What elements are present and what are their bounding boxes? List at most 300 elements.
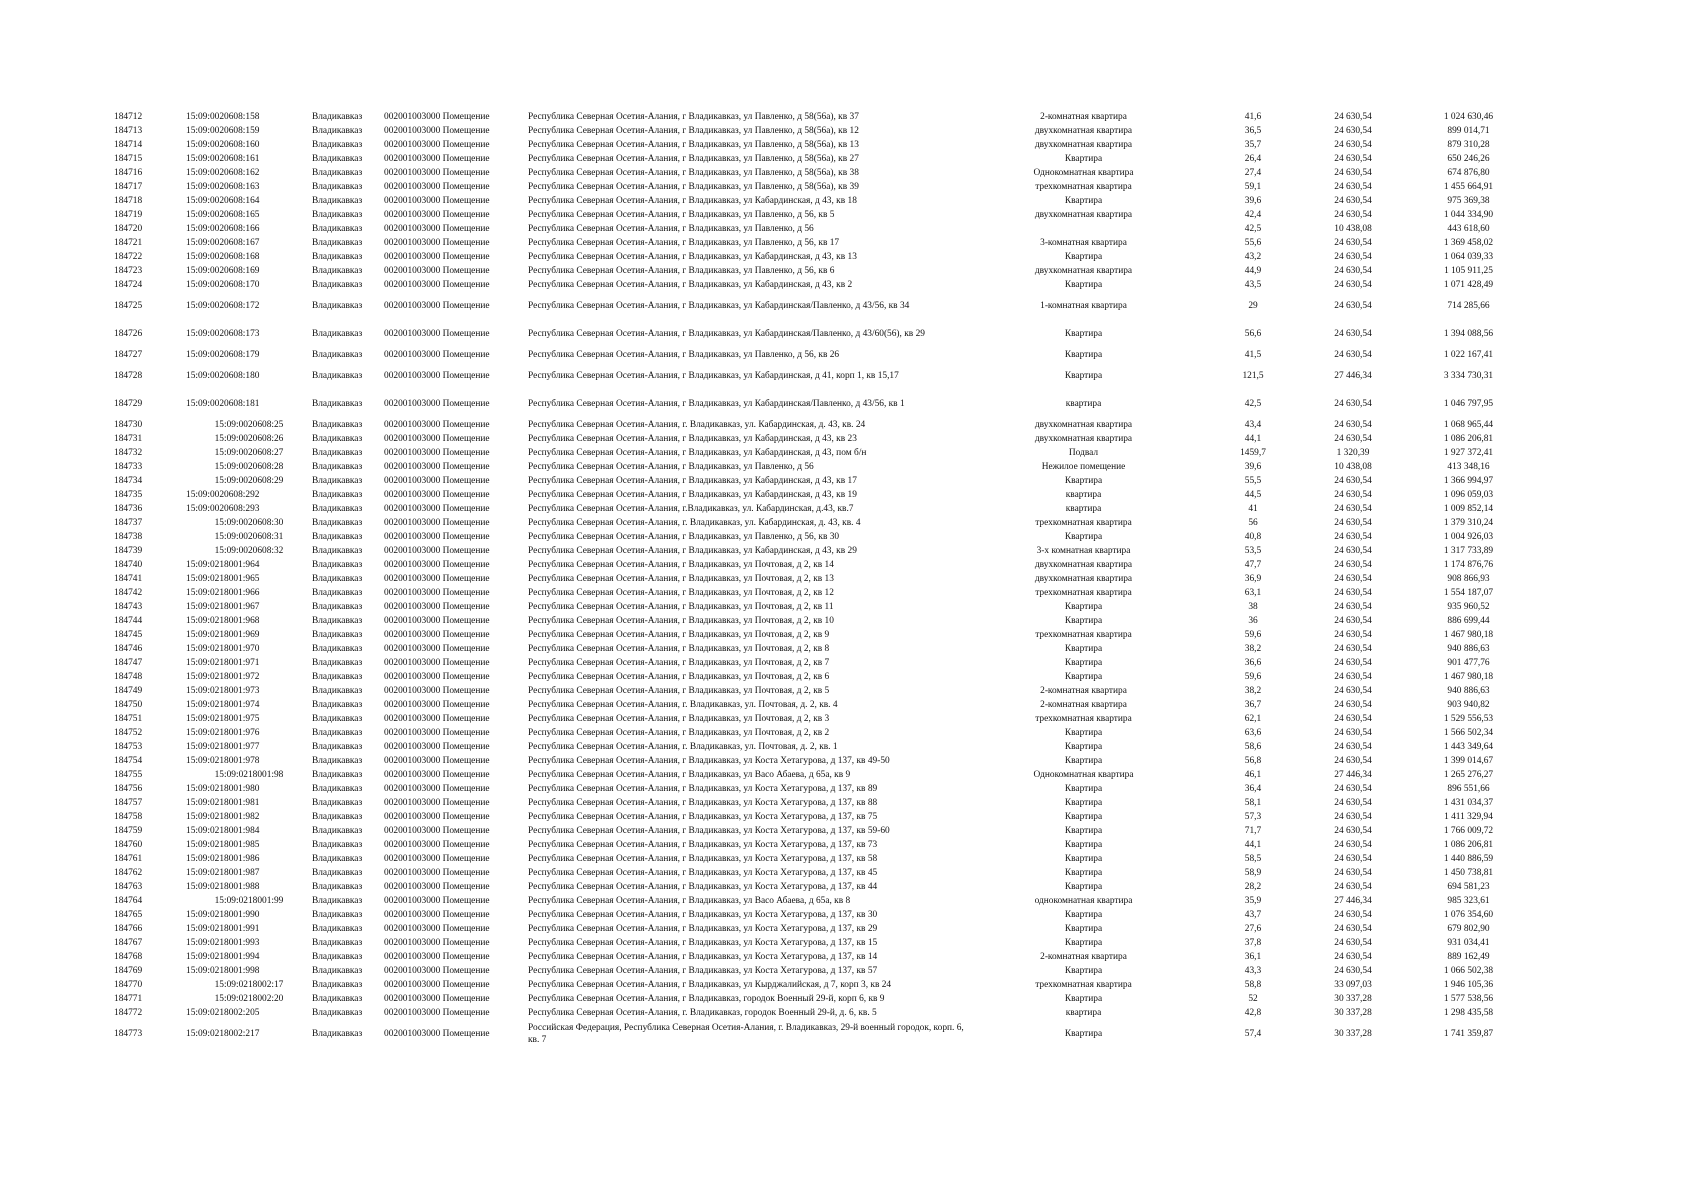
cell-city: Владикавказ — [312, 574, 363, 584]
cell-area: 39,6 — [1244, 462, 1262, 472]
cell-cadastral-number: 15:09:0020608:292 — [186, 490, 260, 500]
table-row — [114, 642, 1534, 656]
cell-cadastral-value: 940 886,63 — [1447, 686, 1490, 696]
cell-object-code: 002001003000 Помещение — [384, 532, 490, 542]
cell-cadastral-number: 15:09:0020608:29 — [214, 476, 284, 486]
cell-premises-type: Квартира — [1064, 672, 1103, 682]
cell-address: Республика Северная Осетия-Алания, г Владикавказ, ул Васо Абаева, д 65а, кв 8 — [528, 896, 851, 906]
table-row — [114, 614, 1534, 628]
cell-cadastral-value: 1 298 435,58 — [1443, 1008, 1494, 1018]
cell-city: Владикавказ — [312, 840, 363, 850]
cell-city: Владикавказ — [312, 896, 363, 906]
cell-object-code: 002001003000 Помещение — [384, 938, 490, 948]
cell-address: Республика Северная Осетия-Алания, г Владикавказ, ул Кабардинская, д 43, пом б/н — [528, 448, 867, 458]
cell-object-code: 002001003000 Помещение — [384, 728, 490, 738]
cell-row-id: 184733 — [114, 462, 143, 472]
cell-cadastral-value: 1 044 334,90 — [1443, 210, 1494, 220]
table-row — [114, 474, 1534, 488]
cell-cadastral-value: 940 886,63 — [1447, 644, 1490, 654]
table-row — [114, 516, 1534, 530]
cell-cadastral-value: 1 071 428,49 — [1443, 280, 1494, 290]
cell-address: Республика Северная Осетия-Алания, г Владикавказ, ул Павленко, д 56 — [528, 462, 814, 472]
cell-row-id: 184752 — [114, 728, 143, 738]
table-row — [114, 110, 1534, 124]
cell-area: 39,6 — [1244, 196, 1262, 206]
table-row — [114, 866, 1534, 880]
cell-area: 1459,7 — [1240, 448, 1266, 458]
cell-premises-type: Квартира — [1064, 280, 1103, 290]
cell-cadastral-number: 15:09:0218002:205 — [186, 1008, 260, 1018]
cell-city: Владикавказ — [312, 448, 363, 458]
table-row — [114, 768, 1534, 782]
cell-city: Владикавказ — [312, 518, 363, 528]
cell-row-id: 184765 — [114, 910, 143, 920]
cell-object-code: 002001003000 Помещение — [384, 910, 490, 920]
cell-city: Владикавказ — [312, 196, 363, 206]
cell-address: Республика Северная Осетия-Алания, г Владикавказ, ул Коста Хетагурова, д 137, кв 58 — [528, 854, 878, 864]
cell-city: Владикавказ — [312, 476, 363, 486]
cell-row-id: 184743 — [114, 602, 143, 612]
cell-premises-type: трехкомнатная квартира — [1035, 630, 1132, 640]
cell-object-code: 002001003000 Помещение — [384, 994, 490, 1004]
cell-city: Владикавказ — [312, 224, 363, 234]
cell-object-code: 002001003000 Помещение — [384, 686, 490, 696]
cell-unit-price: 24 630,54 — [1334, 756, 1372, 766]
cell-cadastral-number: 15:09:0218001:993 — [186, 938, 260, 948]
cell-row-id: 184750 — [114, 700, 143, 710]
cell-row-id: 184730 — [114, 420, 143, 430]
table-row — [114, 894, 1534, 908]
cell-object-code: 002001003000 Помещение — [384, 826, 490, 836]
cell-unit-price: 30 337,28 — [1334, 994, 1372, 1004]
cell-city: Владикавказ — [312, 434, 363, 444]
cell-city: Владикавказ — [312, 966, 363, 976]
cell-premises-type: Квартира — [1064, 371, 1103, 381]
cell-premises-type: двухкомнатная квартира — [1034, 266, 1133, 276]
cell-row-id: 184761 — [114, 854, 143, 864]
cell-cadastral-value: 1 064 039,33 — [1443, 252, 1494, 262]
cell-cadastral-value: 1 366 994,97 — [1443, 476, 1494, 486]
table-row — [114, 740, 1534, 754]
table-row — [114, 824, 1534, 838]
cell-unit-price: 24 630,54 — [1334, 882, 1372, 892]
cell-unit-price: 24 630,54 — [1334, 560, 1372, 570]
cell-unit-price: 24 630,54 — [1334, 329, 1372, 339]
cell-cadastral-value: 1 174 876,76 — [1443, 560, 1494, 570]
cell-city: Владикавказ — [312, 644, 363, 654]
cell-unit-price: 24 630,54 — [1334, 714, 1372, 724]
cell-object-code: 002001003000 Помещение — [384, 672, 490, 682]
cell-row-id: 184771 — [114, 994, 143, 1004]
cell-address: Республика Северная Осетия-Алания, г Владикавказ, ул Павленко, д 58(56а), кв 38 — [528, 168, 859, 178]
cell-object-code: 002001003000 Помещение — [384, 504, 490, 514]
cell-address: Республика Северная Осетия-Алания, г Владикавказ, ул Коста Хетагурова, д 137, кв 45 — [528, 868, 878, 878]
table-row — [114, 124, 1534, 138]
cell-premises-type: 1-комнатная квартира — [1040, 301, 1127, 311]
cell-row-id: 184712 — [114, 112, 143, 122]
cell-cadastral-number: 15:09:0020608:161 — [186, 154, 260, 164]
cell-premises-type: Нежилое помещение — [1041, 462, 1126, 472]
cell-unit-price: 24 630,54 — [1334, 210, 1372, 220]
cell-area: 36,5 — [1244, 126, 1262, 136]
cell-cadastral-value: 908 866,93 — [1447, 574, 1490, 584]
cell-cadastral-number: 15:09:0218001:982 — [186, 812, 260, 822]
cell-object-code: 002001003000 Помещение — [384, 448, 490, 458]
cell-row-id: 184746 — [114, 644, 143, 654]
cell-premises-type: двухкомнатная квартира — [1034, 434, 1133, 444]
cell-cadastral-value: 3 334 730,31 — [1443, 371, 1494, 381]
cell-city: Владикавказ — [312, 812, 363, 822]
table-row — [114, 922, 1534, 936]
cell-address: Республика Северная Осетия-Алания, г Владикавказ, ул Почтовая, д 2, кв 5 — [528, 686, 830, 696]
cell-city: Владикавказ — [312, 602, 363, 612]
cell-unit-price: 24 630,54 — [1334, 350, 1372, 360]
cell-row-id: 184723 — [114, 266, 143, 276]
cell-address: Республика Северная Осетия-Алания, г Владикавказ, ул Коста Хетагурова, д 137, кв 89 — [528, 784, 878, 794]
cell-row-id: 184718 — [114, 196, 143, 206]
table-row — [114, 684, 1534, 698]
cell-area: 46,1 — [1244, 770, 1262, 780]
cell-cadastral-number: 15:09:0020608:168 — [186, 252, 260, 262]
cell-unit-price: 24 630,54 — [1334, 868, 1372, 878]
cell-object-code: 002001003000 Помещение — [384, 714, 490, 724]
cell-cadastral-number: 15:09:0218001:99 — [214, 896, 284, 906]
cell-object-code: 002001003000 Помещение — [384, 476, 490, 486]
cell-address: Республика Северная Осетия-Алания, г Владикавказ, ул Павленко, д 56, кв 5 — [528, 210, 835, 220]
cell-address: Республика Северная Осетия-Алания, г Владикавказ, ул Кабардинская, д 43, кв 13 — [528, 252, 857, 262]
cell-object-code: 002001003000 Помещение — [384, 924, 490, 934]
cell-address: Республика Северная Осетия-Алания, г Владикавказ, ул Кабардинская, д 43, кв 29 — [528, 546, 857, 556]
cell-object-code: 002001003000 Помещение — [384, 371, 490, 381]
cell-row-id: 184713 — [114, 126, 143, 136]
cell-city: Владикавказ — [312, 938, 363, 948]
cell-unit-price: 24 630,54 — [1334, 168, 1372, 178]
cell-premises-type: 2-комнатная квартира — [1040, 112, 1127, 122]
cell-address: Республика Северная Осетия-Алания, г Владикавказ, ул Кабардинская/Павленко, д 43/60(56), кв 29 — [528, 329, 925, 339]
cell-object-code: 002001003000 Помещение — [384, 770, 490, 780]
cell-row-id: 184749 — [114, 686, 143, 696]
table-row — [114, 558, 1534, 572]
cell-unit-price: 24 630,54 — [1334, 140, 1372, 150]
cell-unit-price: 24 630,54 — [1334, 742, 1372, 752]
cell-address: Республика Северная Осетия-Алания, г Владикавказ, ул Почтовая, д 2, кв 12 — [528, 588, 834, 598]
cell-city: Владикавказ — [312, 784, 363, 794]
cell-unit-price: 24 630,54 — [1334, 616, 1372, 626]
cell-area: 41 — [1248, 504, 1258, 514]
cell-row-id: 184717 — [114, 182, 143, 192]
cell-unit-price: 24 630,54 — [1334, 924, 1372, 934]
table-row — [114, 838, 1534, 852]
cell-premises-type: Квартира — [1064, 252, 1103, 262]
cell-row-id: 184724 — [114, 280, 143, 290]
cell-city: Владикавказ — [312, 329, 363, 339]
cell-area: 36,1 — [1244, 952, 1262, 962]
cell-object-code: 002001003000 Помещение — [384, 518, 490, 528]
table-row — [114, 852, 1534, 866]
cell-unit-price: 24 630,54 — [1334, 196, 1372, 206]
cell-cadastral-number: 15:09:0020608:167 — [186, 238, 260, 248]
cell-cadastral-value: 1 529 556,53 — [1443, 714, 1494, 724]
cell-address: Республика Северная Осетия-Алания, г Владикавказ, ул Почтовая, д 2, кв 9 — [528, 630, 830, 640]
cell-cadastral-number: 15:09:0218001:98 — [214, 770, 284, 780]
cell-city: Владикавказ — [312, 588, 363, 598]
table-row — [114, 348, 1534, 362]
property-table-body — [114, 110, 1534, 1048]
cell-cadastral-value: 1 105 911,25 — [1444, 266, 1493, 276]
cell-address: Республика Северная Осетия-Алания, г. Владикавказ, ул. Почтовая, д. 2, кв. 1 — [528, 742, 838, 752]
cell-area: 59,6 — [1244, 672, 1262, 682]
cell-object-code: 002001003000 Помещение — [384, 952, 490, 962]
table-row — [114, 180, 1534, 194]
cell-address: Республика Северная Осетия-Алания, г. Владикавказ, ул. Кабардинская, д. 43, кв. 4 — [528, 518, 861, 528]
cell-city: Владикавказ — [312, 910, 363, 920]
cell-premises-type: Квартира — [1064, 602, 1103, 612]
cell-cadastral-value: 896 551,66 — [1447, 784, 1490, 794]
cell-cadastral-number: 15:09:0020608:164 — [186, 196, 260, 206]
cell-unit-price: 24 630,54 — [1334, 630, 1372, 640]
cell-city: Владикавказ — [312, 154, 363, 164]
cell-premises-type: трехкомнатная квартира — [1035, 714, 1132, 724]
table-row — [114, 880, 1534, 894]
table-row — [114, 1020, 1534, 1048]
cell-area: 42,8 — [1244, 1008, 1262, 1018]
cell-cadastral-number: 15:09:0218001:990 — [186, 910, 260, 920]
cell-address: Республика Северная Осетия-Алания, г Владикавказ, ул Коста Хетагурова, д 137, кв 59-60 — [528, 826, 890, 836]
table-row — [114, 264, 1534, 278]
cell-cadastral-number: 15:09:0218001:977 — [186, 742, 260, 752]
cell-object-code: 002001003000 Помещение — [384, 560, 490, 570]
cell-unit-price: 24 630,54 — [1334, 854, 1372, 864]
cell-premises-type: Квартира — [1064, 994, 1103, 1004]
cell-premises-type: двухкомнатная квартира — [1034, 140, 1133, 150]
cell-address: Республика Северная Осетия-Алания, г Владикавказ, ул Коста Хетагурова, д 137, кв 15 — [528, 938, 878, 948]
cell-object-code: 002001003000 Помещение — [384, 140, 490, 150]
cell-cadastral-number: 15:09:0218001:980 — [186, 784, 260, 794]
cell-area: 55,5 — [1244, 476, 1262, 486]
table-row — [114, 796, 1534, 810]
cell-object-code: 002001003000 Помещение — [384, 812, 490, 822]
cell-object-code: 002001003000 Помещение — [384, 882, 490, 892]
cell-row-id: 184716 — [114, 168, 143, 178]
cell-city: Владикавказ — [312, 210, 363, 220]
cell-city: Владикавказ — [312, 826, 363, 836]
cell-unit-price: 24 630,54 — [1334, 644, 1372, 654]
cell-cadastral-number: 15:09:0218001:975 — [186, 714, 260, 724]
cell-unit-price: 24 630,54 — [1334, 602, 1372, 612]
cell-row-id: 184768 — [114, 952, 143, 962]
cell-premises-type: 3-х комнатная квартира — [1036, 546, 1131, 556]
cell-row-id: 184726 — [114, 329, 143, 339]
cell-cadastral-value: 1 317 733,89 — [1443, 546, 1494, 556]
cell-row-id: 184738 — [114, 532, 143, 542]
cell-cadastral-value: 1 554 187,07 — [1443, 588, 1494, 598]
cell-address: Республика Северная Осетия-Алания, г Владикавказ, ул Коста Хетагурова, д 137, кв 44 — [528, 882, 878, 892]
document-page — [114, 110, 1534, 1048]
cell-row-id: 184714 — [114, 140, 143, 150]
cell-city: Владикавказ — [312, 252, 363, 262]
cell-address: Республика Северная Осетия-Алания, г Владикавказ, ул Павленко, д 56, кв 17 — [528, 238, 840, 248]
cell-city: Владикавказ — [312, 182, 363, 192]
cell-address: Республика Северная Осетия-Алания, г Владикавказ, ул Кабардинская, д 43, кв 2 — [528, 280, 853, 290]
cell-row-id: 184728 — [114, 371, 143, 381]
cell-object-code: 002001003000 Помещение — [384, 210, 490, 220]
cell-row-id: 184721 — [114, 238, 143, 248]
table-row — [114, 978, 1534, 992]
cell-unit-price: 27 446,34 — [1334, 371, 1372, 381]
cell-premises-type: квартира — [1065, 1008, 1102, 1018]
cell-area: 56 — [1248, 518, 1258, 528]
cell-row-id: 184755 — [114, 770, 143, 780]
cell-cadastral-value: 1 076 354,60 — [1443, 910, 1494, 920]
cell-premises-type: Квартира — [1064, 1029, 1103, 1039]
cell-cadastral-number: 15:09:0218002:217 — [186, 1029, 260, 1039]
table-row — [114, 488, 1534, 502]
cell-object-code: 002001003000 Помещение — [384, 462, 490, 472]
cell-cadastral-number: 15:09:0020608:166 — [186, 224, 260, 234]
cell-cadastral-number: 15:09:0020608:163 — [186, 182, 260, 192]
table-row — [114, 628, 1534, 642]
cell-city: Владикавказ — [312, 1008, 363, 1018]
table-row — [114, 656, 1534, 670]
cell-area: 28,2 — [1244, 882, 1262, 892]
cell-object-code: 002001003000 Помещение — [384, 1008, 490, 1018]
cell-premises-type: Квартира — [1064, 196, 1103, 206]
cell-cadastral-value: 1 566 502,34 — [1443, 728, 1494, 738]
cell-area: 43,4 — [1244, 420, 1262, 430]
cell-address: Республика Северная Осетия-Алания, г Владикавказ, ул Коста Хетагурова, д 137, кв 30 — [528, 910, 878, 920]
cell-row-id: 184731 — [114, 434, 143, 444]
cell-object-code: 002001003000 Помещение — [384, 266, 490, 276]
cell-row-id: 184737 — [114, 518, 143, 528]
cell-object-code: 002001003000 Помещение — [384, 630, 490, 640]
cell-premises-type: трехкомнатная квартира — [1035, 588, 1132, 598]
cell-unit-price: 24 630,54 — [1334, 112, 1372, 122]
cell-address: Республика Северная Осетия-Алания, г. Владикавказ, городок Военный 29-й, д. 6, кв. 5 — [528, 1008, 877, 1018]
cell-cadastral-number: 15:09:0218001:972 — [186, 672, 260, 682]
cell-cadastral-number: 15:09:0020608:159 — [186, 126, 260, 136]
cell-row-id: 184757 — [114, 798, 143, 808]
table-row — [114, 278, 1534, 292]
cell-cadastral-number: 15:09:0218002:20 — [214, 994, 284, 1004]
cell-cadastral-value: 1 399 014,67 — [1443, 756, 1494, 766]
cell-unit-price: 27 446,34 — [1334, 896, 1372, 906]
cell-address: Республика Северная Осетия-Алания, г Владикавказ, ул Павленко, д 58(56а), кв 39 — [528, 182, 859, 192]
table-row — [114, 992, 1534, 1006]
cell-area: 44,5 — [1244, 490, 1262, 500]
cell-object-code: 002001003000 Помещение — [384, 154, 490, 164]
cell-object-code: 002001003000 Помещение — [384, 840, 490, 850]
cell-cadastral-value: 935 960,52 — [1447, 602, 1490, 612]
cell-city: Владикавказ — [312, 798, 363, 808]
cell-area: 37,8 — [1244, 938, 1262, 948]
cell-address: Республика Северная Осетия-Алания, г Владикавказ, ул Почтовая, д 2, кв 6 — [528, 672, 830, 682]
cell-cadastral-number: 15:09:0218001:964 — [186, 560, 260, 570]
cell-premises-type: Квартира — [1064, 616, 1103, 626]
cell-unit-price: 24 630,54 — [1334, 672, 1372, 682]
cell-unit-price: 24 630,54 — [1334, 266, 1372, 276]
cell-cadastral-number: 15:09:0020608:25 — [214, 420, 284, 430]
cell-city: Владикавказ — [312, 301, 363, 311]
cell-cadastral-number: 15:09:0020608:293 — [186, 504, 260, 514]
cell-cadastral-value: 1 009 852,14 — [1443, 504, 1494, 514]
cell-object-code: 002001003000 Помещение — [384, 350, 490, 360]
cell-area: 29 — [1248, 301, 1258, 311]
cell-object-code: 002001003000 Помещение — [384, 980, 490, 990]
cell-city: Владикавказ — [312, 168, 363, 178]
cell-cadastral-number: 15:09:0020608:179 — [186, 350, 260, 360]
cell-city: Владикавказ — [312, 980, 363, 990]
cell-unit-price: 24 630,54 — [1334, 798, 1372, 808]
cell-area: 41,6 — [1244, 112, 1262, 122]
cell-address: Республика Северная Осетия-Алания, г.Владикавказ, ул. Кабардинская, д.43, кв.7 — [528, 504, 854, 514]
cell-address: Республика Северная Осетия-Алания, г Владикавказ, городок Военный 29-й, корп 6, кв 9 — [528, 994, 885, 1004]
cell-premises-type: трехкомнатная квартира — [1035, 980, 1132, 990]
cell-cadastral-number: 15:09:0020608:26 — [214, 434, 284, 444]
cell-cadastral-value: 1 394 088,56 — [1443, 329, 1494, 339]
cell-row-id: 184753 — [114, 742, 143, 752]
cell-unit-price: 24 630,54 — [1334, 490, 1372, 500]
cell-area: 43,7 — [1244, 910, 1262, 920]
cell-object-code: 002001003000 Помещение — [384, 854, 490, 864]
cell-city: Владикавказ — [312, 756, 363, 766]
cell-premises-type: двухкомнатная квартира — [1034, 126, 1133, 136]
cell-premises-type: двухкомнатная квартира — [1034, 210, 1133, 220]
cell-cadastral-number: 15:09:0218001:974 — [186, 700, 260, 710]
cell-area: 41,5 — [1244, 350, 1262, 360]
cell-cadastral-number: 15:09:0020608:180 — [186, 371, 260, 381]
table-row — [114, 418, 1534, 432]
cell-area: 36 — [1248, 616, 1258, 626]
cell-row-id: 184754 — [114, 756, 143, 766]
cell-row-id: 184760 — [114, 840, 143, 850]
table-row — [114, 236, 1534, 250]
table-row — [114, 194, 1534, 208]
cell-city: Владикавказ — [312, 868, 363, 878]
cell-area: 44,1 — [1244, 840, 1262, 850]
cell-address: Республика Северная Осетия-Алания, г Владикавказ, ул Кырджалийская, д 7, корп 3, кв 24 — [528, 980, 892, 990]
cell-area: 58,1 — [1244, 798, 1262, 808]
cell-city: Владикавказ — [312, 882, 363, 892]
cell-premises-type: 2-комнатная квартира — [1040, 952, 1127, 962]
cell-cadastral-value: 1 024 630,46 — [1443, 112, 1494, 122]
cell-object-code: 002001003000 Помещение — [384, 616, 490, 626]
cell-area: 42,4 — [1244, 210, 1262, 220]
cell-unit-price: 30 337,28 — [1334, 1029, 1372, 1039]
cell-area: 71,7 — [1244, 826, 1262, 836]
cell-row-id: 184769 — [114, 966, 143, 976]
cell-unit-price: 24 630,54 — [1334, 504, 1372, 514]
cell-cadastral-number: 15:09:0218001:965 — [186, 574, 260, 584]
cell-object-code: 002001003000 Помещение — [384, 658, 490, 668]
cell-cadastral-value: 714 285,66 — [1447, 301, 1490, 311]
cell-row-id: 184766 — [114, 924, 143, 934]
cell-area: 59,6 — [1244, 630, 1262, 640]
cell-area: 35,9 — [1244, 896, 1262, 906]
cell-cadastral-value: 1 467 980,18 — [1443, 630, 1494, 640]
cell-address: Республика Северная Осетия-Алания, г Владикавказ, ул Васо Абаева, д 65а, кв 9 — [528, 770, 851, 780]
table-row — [114, 964, 1534, 978]
cell-object-code: 002001003000 Помещение — [384, 126, 490, 136]
cell-premises-type: 2-комнатная квартира — [1040, 686, 1127, 696]
cell-city: Владикавказ — [312, 924, 363, 934]
cell-object-code: 002001003000 Помещение — [384, 252, 490, 262]
cell-unit-price: 24 630,54 — [1334, 938, 1372, 948]
cell-cadastral-number: 15:09:0218001:994 — [186, 952, 260, 962]
cell-cadastral-number: 15:09:0218001:987 — [186, 868, 260, 878]
cell-row-id: 184732 — [114, 448, 143, 458]
cell-unit-price: 10 438,08 — [1334, 462, 1372, 472]
cell-premises-type: Однокомнатная квартира — [1033, 770, 1134, 780]
